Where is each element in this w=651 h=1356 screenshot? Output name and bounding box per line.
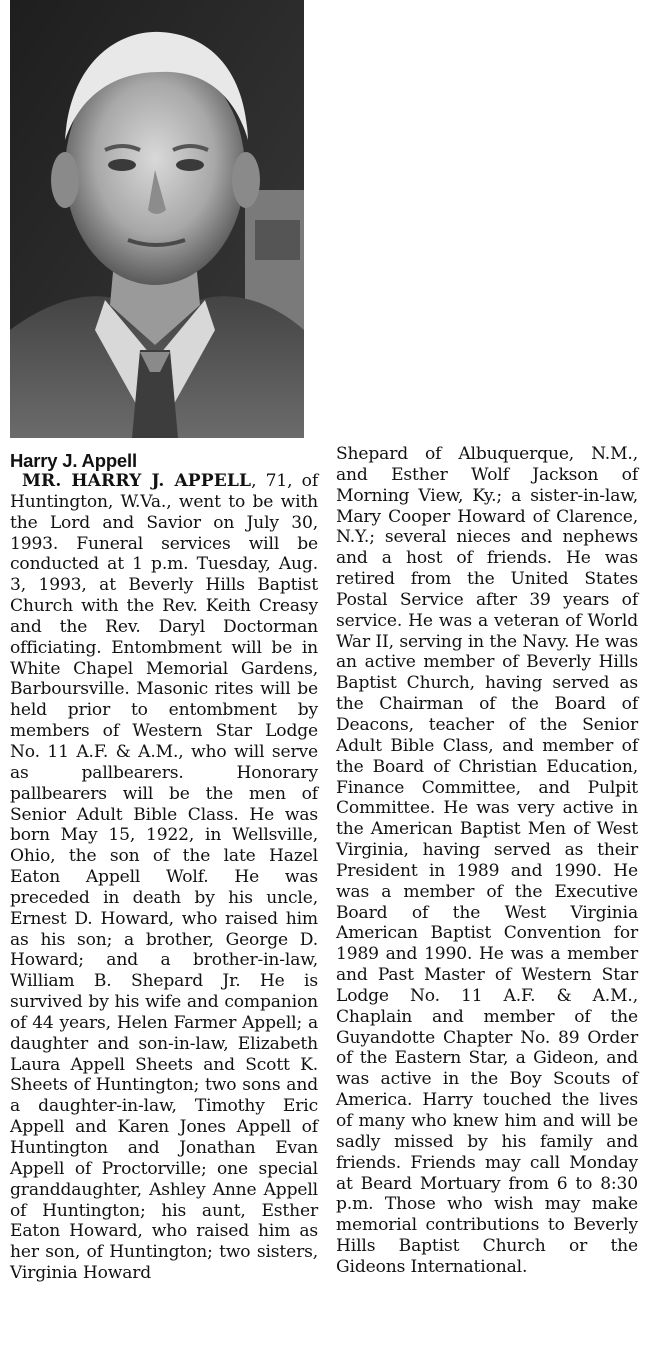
lead-name: MR. HARRY J. APPELL [22,471,252,491]
obituary-heading: Harry J. Appell [10,450,137,471]
portrait-photo [10,0,304,438]
obituary-body-right: Shepard of Albuquerque, N.M., and Esther Wolf Jackson of Morning View, Ky.; a sister-in-law, Mary Cooper Howard of Clarence, N.Y.; several nieces and nephews and a host of friends. He was retired from the United States Postal Service after 39 years of service. He was a veteran of World War II, serving in the Navy. He was an active member of Beverly Hills Baptist Church, having served as the Chairman of the Board of Deacons, teacher of the Senior Adult Bible Class, and member of the Board of Christian Education, Finance Committee, and Pulpit Committee. He was very active in the American Baptist Men of West Virginia, having served as their President in 1989 and 1990. He was a member of the Executive Board of the West Virginia American Baptist Convention for 1989 and 1990. He was a member and Past Master of Western Star Lodge No. 11 A.F. & A.M., Chaplain and member of the Guyandotte Chapter No. 89 Order of the Eastern Star, a Gideon, and was active in the Boy Scouts of America. Harry touched the lives of many who knew him and will be sadly missed by his family and friends. Friends may call Monday at Beard Mortuary from 6 to 8:30 p.m. Those who wish may make memorial contributions to Beverly Hills Baptist Church or the Gideons International. [336,444,638,1277]
obituary-right-column [336,444,638,1278]
body-text-left: , 71, of Huntington, W.Va., went to be with the Lord and Savior on July 30, 1993. Funeral services will be conducted at 1 p.m. Tuesday, Aug. 3, 1993, at Beverly Hills Baptist Church with the Rev. Keith Creasy and the Rev. Daryl Doctorman officiating. Entombment will be in White Chapel Memorial Gardens, Barboursville. Masonic rites will be held prior to entombment by members of Western Star Lodge No. 11 A.F. & A.M., who will serve as pallbearers. Honorary pallbearers will be the men of Senior Adult Bible Class. He was born May 15, 1922, in Wellsville, Ohio, the son of the late Hazel Eaton Appell Wolf. He was preceded in death by his uncle, Ernest D. Howard, who raised him as his son; a brother, George D. Howard; and a brother-in-law, William B. Shepard Jr. He is survived by his wife and companion of 44 years, Helen Farmer Appell; a daughter and son-in-law, Elizabeth Laura Appell Sheets and Scott K. Sheets of Huntington; two sons and a daughter-in-law, Timothy Eric Appell and Karen Jones Appell of Huntington and Jonathan Evan Appell of Proctorville; one special granddaughter, Ashley Anne Appell of Huntington; his aunt, Esther Eaton Howard, who raised him as her son, of Huntington; two sisters, Virginia Howard [10,471,318,1284]
portrait-image [10,0,304,438]
obituary-left-column [10,450,318,1284]
obituary-body-left [10,471,318,1284]
